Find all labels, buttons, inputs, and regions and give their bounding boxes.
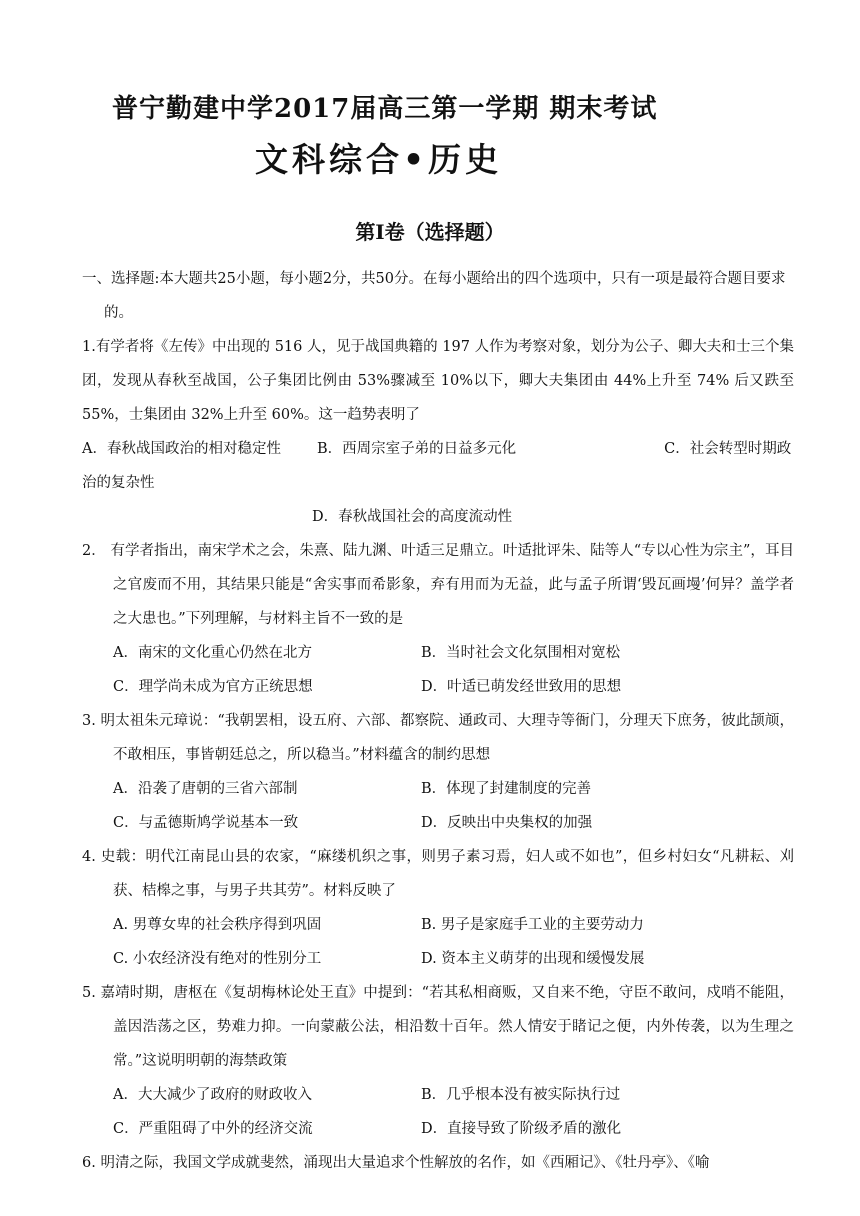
question-2-options <box>113 636 794 704</box>
question-5-option-b[interactable]: B．几乎根本没有被实际执行过 <box>421 1087 621 1103</box>
question-4-stem: 4. 史载：明代江南昆山县的农家，“麻缕机织之事，则男子素习焉，妇人或不如也”，但乡村妇女“凡耕耘、刈获、桔槔之事，与男子共其劳”。材料反映了 <box>82 849 794 899</box>
question-1-options <box>82 432 794 500</box>
question-6-stem: 6. 明清之际，我国文学成就斐然，涌现出大量追求个性解放的名作，如《西厢记》、《牡丹亭》、《喻 <box>82 1155 710 1171</box>
instructions: 一、选择题:本大题共25小题，每小题2分，共50分。在每小题给出的四个选项中，只有一项是最符合题目要求的。 <box>82 271 786 321</box>
question-5-option-c[interactable]: C．严重阻碍了中外的经济交流 <box>113 1121 313 1137</box>
question-2-stem: 2． 有学者指出，南宋学术之会，朱熹、陆九渊、叶适三足鼎立。叶适批评朱、陆等人“专以心性为宗主”，耳目之官废而不用，其结果只能是“舍实事而希影象，弃有用而为无益，此与孟子所谓‘毁瓦画墁’何异？盖学者之大患也。”下列理解，与材料主旨不一致的是 <box>82 543 794 627</box>
question-1-option-d[interactable]: D．春秋战国社会的高度流动性 <box>312 509 513 525</box>
question-3-option-d[interactable]: D．反映出中央集权的加强 <box>421 815 593 831</box>
section-title: 第Ⅰ卷（选择题） <box>355 220 505 244</box>
question-4-option-d[interactable]: D. 资本主义萌芽的出现和缓慢发展 <box>421 951 645 967</box>
question-5-options <box>113 1078 794 1146</box>
subject-title: 文科综合•历史 <box>255 140 503 179</box>
question-5-stem: 5. 嘉靖时期，唐枢在《复胡梅林论处王直》中提到：“若其私相商贩，又自来不绝，守臣不敢问，戍哨不能阻，盖因浩荡之区，势难力抑。一向蒙蔽公法，相沿数十百年。然人情安于睹记之便，内外传袭，以为生理之常。”这说明明朝的海禁政策 <box>82 985 794 1069</box>
question-5-option-d[interactable]: D．直接导致了阶级矛盾的激化 <box>421 1121 622 1137</box>
question-1-stem: 1.有学者将《左传》中出现的 516 人，见于战国典籍的 197 人作为考察对象，划分为公子、卿大夫和士三个集团，发现从春秋至战国，公子集团比例由 53%骤减至 10%以下，卿大夫集团由 44%上升至 74% 后又跌至 55%，士集团由 32%上升至 60%。这一趋势表明了 <box>82 339 794 423</box>
question-3-option-c[interactable]: C．与孟德斯鸠学说基本一致 <box>113 815 299 831</box>
question-4-option-b[interactable]: B. 男子是家庭手工业的主要劳动力 <box>421 917 644 933</box>
school-exam-title: 普宁勤建中学2017届高三第一学期 期末考试 <box>112 94 658 124</box>
question-4-options <box>113 908 794 976</box>
question-3-option-a[interactable]: A．沿袭了唐朝的三省六部制 <box>113 781 298 797</box>
question-1-option-a[interactable]: A．春秋战国政治的相对稳定性 <box>82 441 281 457</box>
question-3-option-b[interactable]: B．体现了封建制度的完善 <box>421 781 592 797</box>
question-4-option-c[interactable]: C. 小农经济没有绝对的性别分工 <box>113 951 322 967</box>
exam-content <box>82 262 794 1180</box>
question-1-option-c[interactable]: C．社会转型时期政治的复杂性 <box>82 441 792 491</box>
question-5-option-a[interactable]: A．大大减少了政府的财政收入 <box>113 1087 312 1103</box>
question-2-option-d[interactable]: D．叶适已萌发经世致用的思想 <box>421 679 622 695</box>
question-2-option-b[interactable]: B．当时社会文化氛围相对宽松 <box>421 645 621 661</box>
question-4-option-a[interactable]: A. 男尊女卑的社会秩序得到巩固 <box>113 917 322 933</box>
question-1-option-b[interactable]: B．西周宗室子弟的日益多元化 <box>316 441 517 457</box>
question-3-stem: 3. 明太祖朱元璋说：“我朝罢相，设五府、六部、都察院、通政司、大理寺等衙门，分理天下庶务，彼此颉颃，不敢相压，事皆朝廷总之，所以稳当。”材料蕴含的制约思想 <box>82 713 794 763</box>
question-3-options <box>113 772 794 840</box>
question-2-option-a[interactable]: A．南宋的文化重心仍然在北方 <box>113 645 312 661</box>
question-2-option-c[interactable]: C．理学尚未成为官方正统思想 <box>113 679 313 695</box>
